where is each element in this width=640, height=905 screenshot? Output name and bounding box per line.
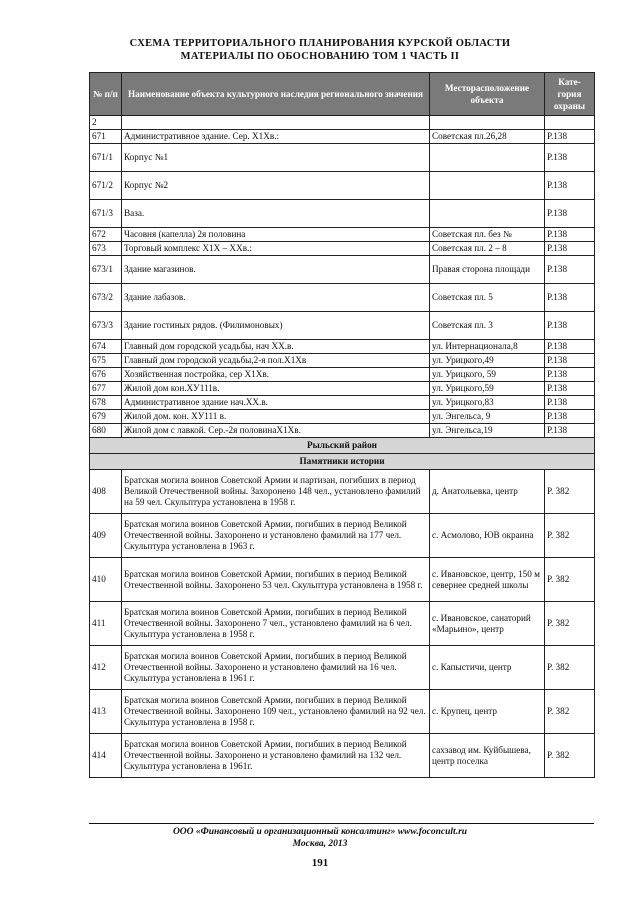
table-row [90,396,595,410]
row-number: 675 [90,354,122,368]
row-location: Советская пл. без № [430,228,545,242]
row-location: ул. Урицкого,49 [430,354,545,368]
row-number: 408 [90,470,122,514]
row-location: д. Анатольевка, центр [430,470,545,514]
row-name: Братская могила воинов Советской Армии, погибших в период Великой Отечественной войны. Захоронено 53 чел. Скульптура установлена в 1958 г. [122,558,430,602]
table-row [90,602,595,646]
row-name: Главный дом городской усадьбы, нач ХХ.в. [122,340,430,354]
row-location: с. Капыстичи, центр [430,646,545,690]
row-location [430,144,545,172]
row-category: Р.138 [545,424,595,438]
column-header-location: Месторасположение объекта [430,73,545,116]
table-row [90,284,595,312]
row-number: 673/2 [90,284,122,312]
row-location: ул. Урицкого, 59 [430,368,545,382]
table-row [90,514,595,558]
row-location: с. Крупец, центр [430,690,545,734]
row-category: Р.138 [545,256,595,284]
table-row [90,558,595,602]
row-name: Братская могила воинов Советской Армии, погибших в период Великой Отечественной войны. Захоронено и установлено фамилий на 16 чел. Скульптура установлена в 1961 г. [122,646,430,690]
footer-company: ООО «Финансовый и организационный консалтинг» www.foconcult.ru [172,827,468,837]
row-name: Жилой дом. кон. ХУ111 в. [122,410,430,424]
row-number: 673 [90,242,122,256]
row-number: 674 [90,340,122,354]
table-row [90,382,595,396]
row-category: Р.138 [545,354,595,368]
row-location: Советская пл. 5 [430,284,545,312]
header-title-line2: МАТЕРИАЛЫ ПО ОБОСНОВАНИЮ ТОМ 1 ЧАСТЬ II [180,51,460,62]
row-name: Здание магазинов. [122,256,430,284]
row-name: Хозяйственная постройка, сер Х1Хв. [122,368,430,382]
row-category: Р. 382 [545,470,595,514]
table-row [90,368,595,382]
section-district: Рыльский район [90,438,595,454]
row-category: Р.138 [545,228,595,242]
row-number: 678 [90,396,122,410]
row-category: Р.138 [545,368,595,382]
document-header [0,37,640,63]
row-name: Корпус №1 [122,144,430,172]
row-location [430,172,545,200]
row-category: Р. 382 [545,734,595,778]
table-row [90,354,595,368]
row-name: Братская могила воинов Советской Армии, погибших в период Великой Отечественной войны. Захоронено 7 чел., установлено фамилий на 6 чел. Скульптура установлена в 1958 г. [122,602,430,646]
table-row [90,144,595,172]
row-category: Р. 382 [545,558,595,602]
row-category: Р.138 [545,144,595,172]
table-sections [90,438,595,470]
column-header-num: № п/п [90,73,122,116]
row-category: Р.138 [545,172,595,200]
row-name: Главный дом городской усадьбы,2-я пол.Х1Хв [122,354,430,368]
row-number: 410 [90,558,122,602]
row-number: 680 [90,424,122,438]
row-number: 412 [90,646,122,690]
row-number: 409 [90,514,122,558]
row-number: 414 [90,734,122,778]
row-number: 676 [90,368,122,382]
row-category [545,116,595,130]
row-name: Братская могила воинов Советской Армии, погибших в период Великой Отечественной войны. Захоронено и установлено фамилий на 177 чел. Скульптура установлена в 1963 г. [122,514,430,558]
row-number: 673/3 [90,312,122,340]
table-row [90,410,595,424]
row-name: Здание гостиных рядов. (Филимоновых) [122,312,430,340]
row-number: 671/3 [90,200,122,228]
row-name: Братская могила воинов Советской Армии и партизан, погибших в период Великой Отечественной войны. Захоронено 148 чел., установлено фамилий на 59 чел. Скульптура установлена в 1958 г. [122,470,430,514]
row-name: Жилой дом кон.ХУ111в. [122,382,430,396]
row-location: с. Ивановское, центр, 150 м севернее средней школы [430,558,545,602]
row-location: Советская пл. 3 [430,312,545,340]
row-category: Р.138 [545,312,595,340]
row-location: ул. Энгельса, 9 [430,410,545,424]
row-location [430,116,545,130]
column-header-name: Наименование объекта культурного наследия регионального значения [122,73,430,116]
column-header-category: Кате-гория охраны [545,73,595,116]
page-number: 191 [311,857,329,869]
row-number: 671/1 [90,144,122,172]
row-name: Административное здание. Сер. Х1Хв.: [122,130,430,144]
row-name: Административное здание нач.ХХ.в. [122,396,430,410]
footer-city-year: Москва, 2013 [292,839,348,849]
row-name: Жилой дом с лавкой. Сер.-2я половинаХ1Хв. [122,424,430,438]
row-name: Братская могила воинов Советской Армии, погибших в период Великой Отечественной войны. Захоронено и установлено фамилий на 132 чел. Скульптура установлена в 1961г. [122,734,430,778]
row-category: Р.138 [545,382,595,396]
row-number: 679 [90,410,122,424]
row-number: 671/2 [90,172,122,200]
row-location: ул. Интернационала,8 [430,340,545,354]
row-name: Часовня (капелла) 2я половина [122,228,430,242]
row-name: Торговый комплекс Х1Х – ХХв.: [122,242,430,256]
row-location: ул. Энгельса,19 [430,424,545,438]
table-body-part2 [90,470,595,778]
row-number: 673/1 [90,256,122,284]
row-category: Р.138 [545,284,595,312]
table-row [90,340,595,354]
heritage-table [89,72,595,778]
row-category: Р. 382 [545,646,595,690]
section-row-type [90,454,595,470]
row-category: Р. 382 [545,514,595,558]
table-row [90,116,595,130]
row-number: 2 [90,116,122,130]
row-name: Ваза. [122,200,430,228]
table-row [90,200,595,228]
row-location: с. Ивановское, санаторий «Марьино», центр [430,602,545,646]
row-location: ул. Урицкого,83 [430,396,545,410]
section-row-district [90,438,595,454]
table-body-part1 [90,116,595,438]
table-row [90,646,595,690]
table-row [90,172,595,200]
row-category: Р.138 [545,340,595,354]
row-number: 413 [90,690,122,734]
table-row [90,256,595,284]
row-location: с. Асмолово, ЮВ окраина [430,514,545,558]
row-category: Р.138 [545,410,595,424]
row-number: 411 [90,602,122,646]
table-row [90,734,595,778]
table-row [90,690,595,734]
footer-divider [89,823,594,824]
row-location [430,200,545,228]
row-location: ул. Урицкого,59 [430,382,545,396]
row-location: Советская пл. 2 – 8 [430,242,545,256]
row-name [122,116,430,130]
row-location: Правая сторона площади [430,256,545,284]
row-number: 671 [90,130,122,144]
row-name: Корпус №2 [122,172,430,200]
document-footer [0,826,640,850]
row-category: Р. 382 [545,602,595,646]
table-row [90,242,595,256]
row-category: Р.138 [545,242,595,256]
table-row [90,470,595,514]
row-number: 677 [90,382,122,396]
row-location: Советская пл.26,28 [430,130,545,144]
row-category: Р.138 [545,130,595,144]
table-header-row [90,73,595,116]
table-row [90,130,595,144]
table-row [90,312,595,340]
row-category: Р.138 [545,396,595,410]
row-name: Братская могила воинов Советской Армии, погибших в период Великой Отечественной войны. Захоронено 109 чел., установлено фамилий на 92 чел. Скульптура установлена в 1958 г. [122,690,430,734]
row-name: Здание лабазов. [122,284,430,312]
row-number: 672 [90,228,122,242]
row-category: Р.138 [545,200,595,228]
table-row [90,228,595,242]
row-category: Р. 382 [545,690,595,734]
header-title-line1: СХЕМА ТЕРРИТОРИАЛЬНОГО ПЛАНИРОВАНИЯ КУРСКОЙ ОБЛАСТИ [129,38,511,49]
row-location: сахзавод им. Куйбышева, центр поселка [430,734,545,778]
table-row [90,424,595,438]
section-type: Памятники истории [90,454,595,470]
